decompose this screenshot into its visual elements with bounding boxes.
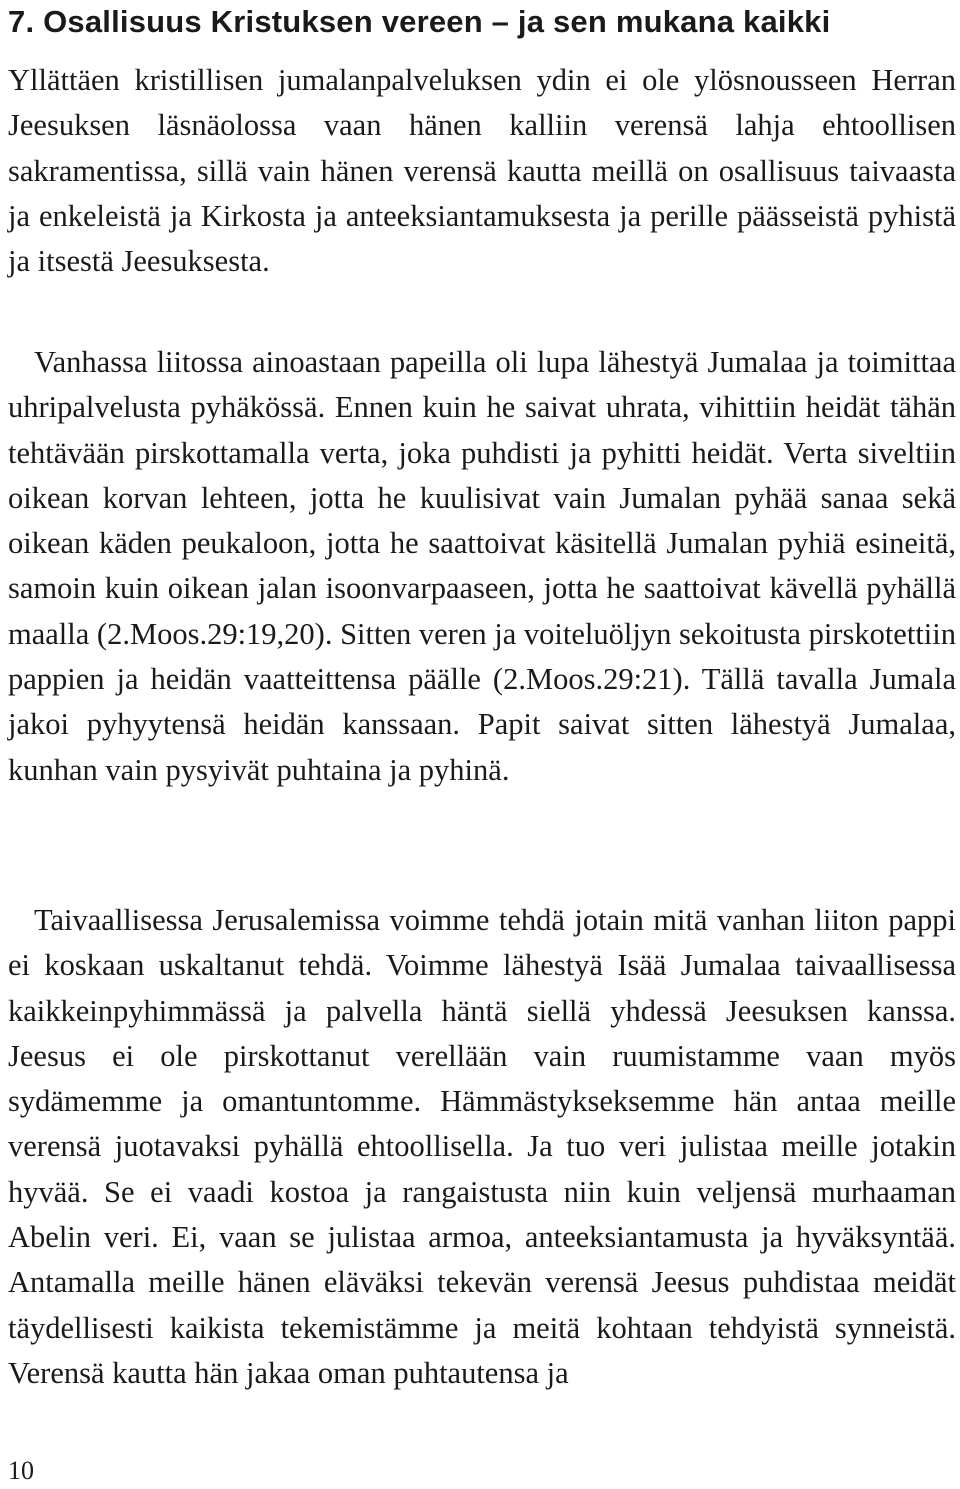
page-number: 10 xyxy=(8,1456,34,1485)
chapter-heading: 7. Osallisuus Kristuksen vereen – ja sen mukana kaikki xyxy=(8,4,831,39)
paragraph-2: Vanhassa liitossa ainoastaan papeilla oli lupa lähestyä Jumalaa ja toimittaa uhripalvelusta pyhäkössä. Ennen kuin he saivat uhrata, vihittiin heidät tähän tehtävään pirskottamalla verta, joka puhdisti ja pyhitti heidät. Verta siveltiin oikean korvan lehteen, jotta he kuulisivat vain Jumalan pyhää sanaa sekä oikean käden peukaloon, jotta he saattoivat käsitellä Jumalan pyhiä esineitä, samoin kuin oikean jalan isoonvarpaaseen, jotta he saattoivat kävellä pyhällä maalla (2.Moos.29:19,20). Sitten veren ja voiteluöljyn sekoitusta pirskotettiin pappien ja heidän vaatteittensa päälle (2.Moos.29:21). Tällä tavalla Jumala jakoi pyhyytensä heidän kanssaan. Papit saivat sitten lähestyä Jumalaa, kunhan vain pysyivät puhtaina ja pyhinä. xyxy=(8,345,956,787)
paragraph-3: Taivaallisessa Jerusalemissa voimme tehdä jotain mitä vanhan liiton pappi ei koskaan uskaltanut tehdä. Voimme lähestyä Isää Jumalaa taivaallisessa kaikkeinpyhimmässä ja palvella häntä siellä yhdessä Jeesuksen kanssa. Jeesus ei ole pirskottanut verellään vain ruumistamme vaan myös sydämemme ja omantuntomme. Hämmästykseksemme hän antaa meille verensä juotavaksi pyhällä ehtoollisella. Ja tuo veri julistaa meille jotakin hyvää. Se ei vaadi kostoa ja rangaistusta niin kuin veljensä murhaaman Abelin veri. Ei, vaan se julistaa armoa, anteeksiantamusta ja hyväksyntää. Antamalla meille hänen eläväksi tekevän verensä Jeesus puhdistaa meidät täydellisesti kaikista tekemistämme ja meitä kohtaan tehdyistä synneistä. Verensä kautta hän jakaa oman puhtautensa ja xyxy=(8,903,956,1390)
document-page xyxy=(8,0,956,1485)
paragraph-1: Yllättäen kristillisen jumalanpalveluksen ydin ei ole ylösnousseen Herran Jeesuksen läsnäolossa vaan hänen kalliin verensä lahja ehtoollisen sakramentissa, sillä vain hänen verensä kautta meillä on osallisuus taivaasta ja enkeleistä ja Kirkosta ja anteeksiantamuksesta ja perille päässeistä pyhistä ja itsestä Jeesuksesta. xyxy=(8,63,956,279)
